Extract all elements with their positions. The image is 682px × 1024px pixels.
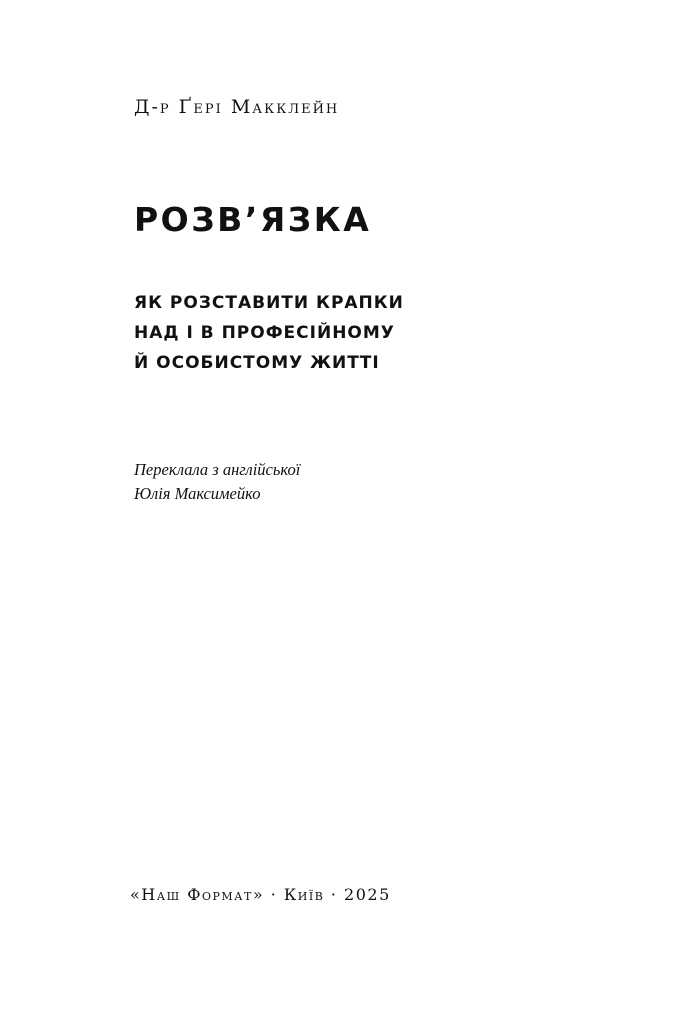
translator-line: Переклала з англійської bbox=[134, 460, 301, 479]
translator-credit bbox=[134, 458, 300, 506]
subtitle-line: Й ОСОБИСТОМУ ЖИТТІ bbox=[134, 353, 380, 373]
author-name: Д-р Ґері Макклейн bbox=[134, 96, 340, 118]
publisher-imprint: «Наш Формат» · Київ · 2025 bbox=[130, 885, 391, 904]
book-subtitle bbox=[134, 288, 404, 378]
book-title: РОЗВ’ЯЗКА bbox=[134, 200, 372, 239]
subtitle-line: НАД І В ПРОФЕСІЙНОМУ bbox=[134, 323, 395, 343]
subtitle-line: ЯК РОЗСТАВИТИ КРАПКИ bbox=[134, 293, 404, 313]
translator-name: Юлія Максимейко bbox=[134, 484, 261, 503]
